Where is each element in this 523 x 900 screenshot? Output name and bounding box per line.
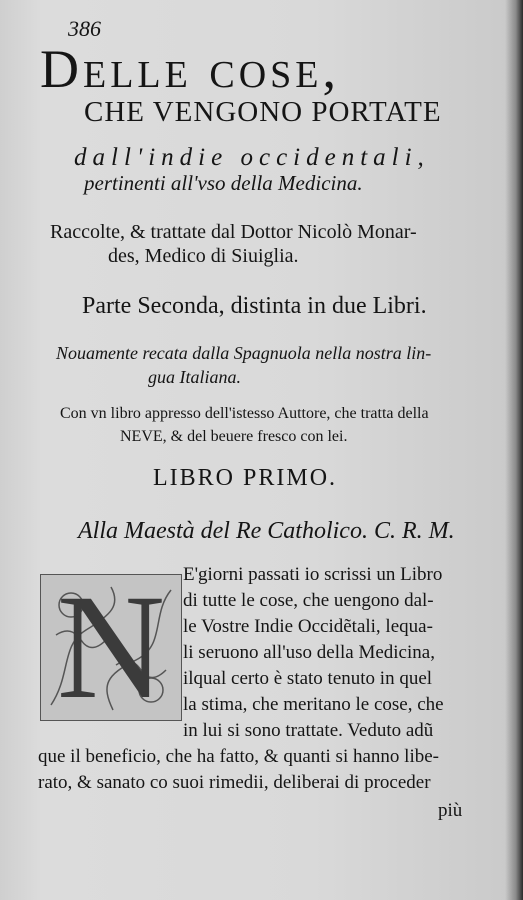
title-line-1: Delle cose, [40,39,340,99]
part-heading: Parte Seconda, distinta in due Libri. [82,293,427,319]
title-line-3: dall'indie occidentali, [74,144,430,171]
body-line-3: le Vostre Indie Occidẽtali, lequa- [183,616,433,637]
body-line-8: que il beneficio, che ha fatto, & quanti si hanno libe- [38,746,439,767]
author-line-1: Raccolte, & trattate dal Dottor Nicolò Monar- [50,221,417,243]
translation-line-1: Nouamente recata dalla Spagnuola nella nostra lin- [56,343,432,363]
translation-line-2: gua Italiana. [148,367,241,387]
body-line-5: ilqual certo è stato tenuto in quel [183,668,433,689]
author-line-2: des, Medico di Siuiglia. [108,245,299,267]
appendix-line-1: Con vn libro appresso dell'istesso Auttore, che tratta della [60,405,429,422]
catchword: più [438,800,463,821]
appendix-line-2: NEVE, & del beuere fresco con lei. [120,428,348,445]
decorated-initial [40,574,182,721]
body-line-2: di tutte le cose, che uengono dal- [183,590,434,611]
body-line-6: la stima, che meritano le cose, che [183,694,444,715]
dedication: Alla Maestà del Re Catholico. C. R. M. [78,518,455,544]
body-line-9: rato, & sanato co suoi rimedii, deliberai di proceder [38,772,431,793]
title-line-4: pertinenti all'vso della Medicina. [84,171,363,195]
title-line-2: CHE VENGONO PORTATE [84,96,442,128]
initial-letter: N [56,574,166,721]
page-number: 386 [68,16,101,41]
body-line-7: in lui si sono trattate. Veduto adũ [183,720,434,741]
body-line-4: li seruono all'uso della Medicina, [183,642,435,663]
body-line-1: E'giorni passati io scrissi un Libro [183,564,443,585]
book-spine-shadow [505,0,523,900]
book-heading: LIBRO PRIMO. [153,465,338,491]
